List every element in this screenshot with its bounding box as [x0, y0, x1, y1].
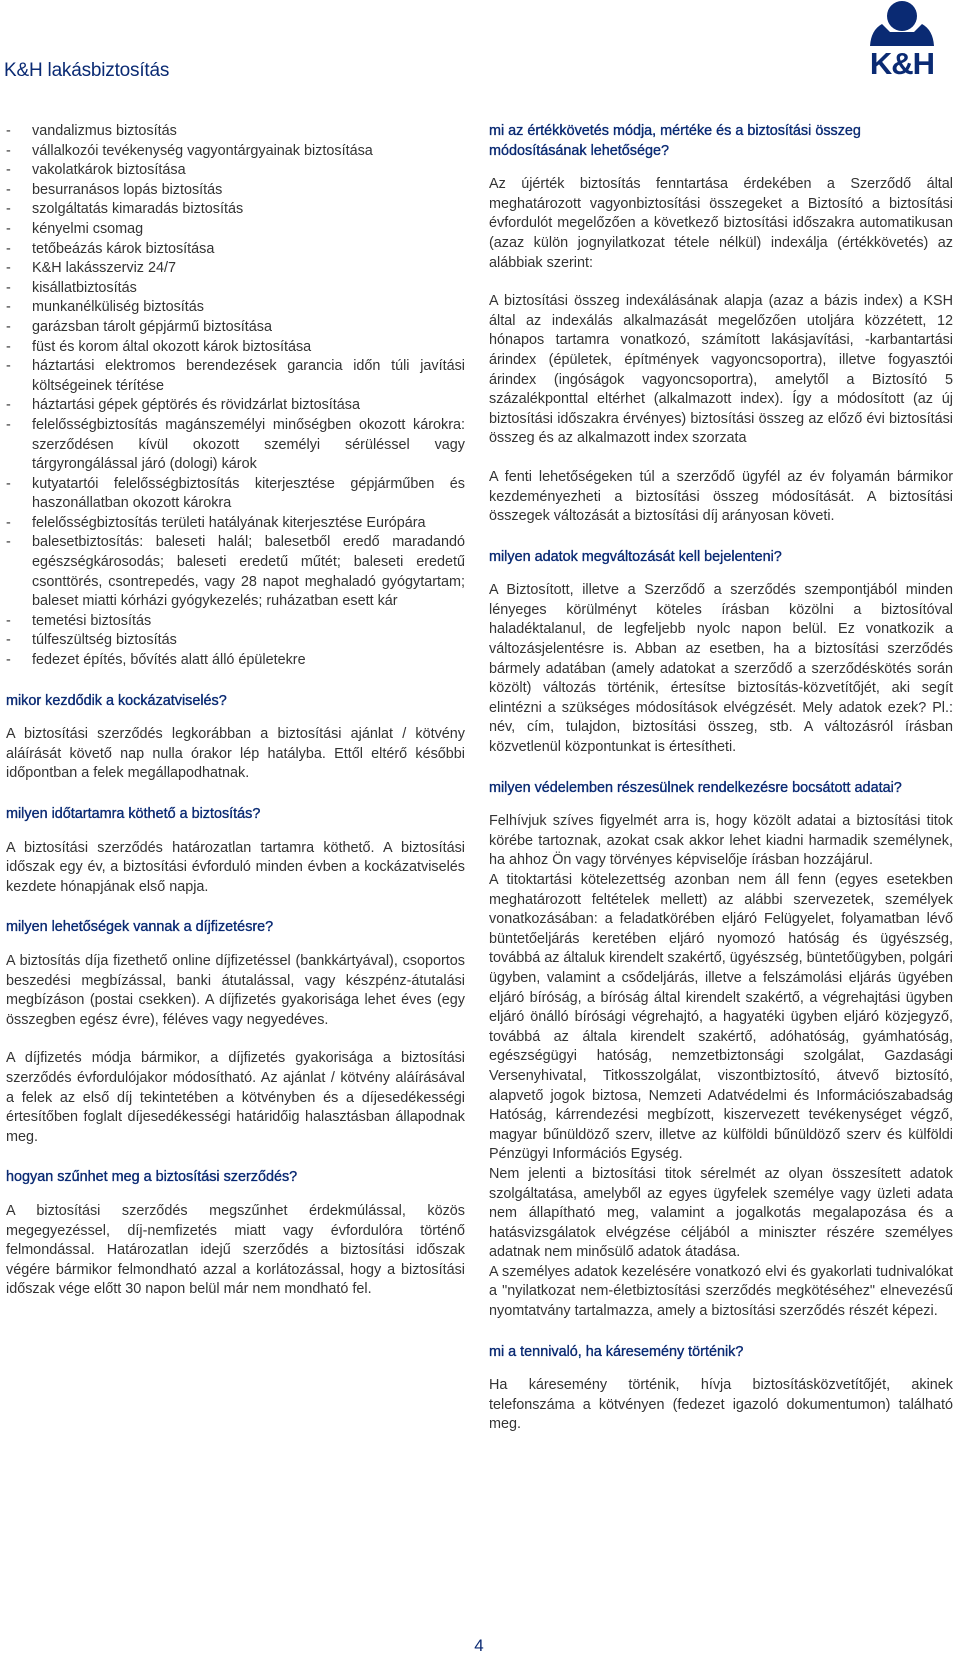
list-item: - kisállatbiztosítás	[32, 279, 465, 299]
list-item: - K&H lakásszerviz 24/7	[32, 259, 465, 279]
list-item: - balesetbiztosítás: baleseti halál; balesetből eredő maradandó egészségkárosodás; baleseti eredetű műtét; baleseti eredetű csonttörés, csontrepedés, vagy 28 napot meghaladó gyógytartam; baleset miatti kórházi gyógykezelés; ruházatban esett kár	[32, 533, 465, 611]
left-column	[6, 122, 465, 1300]
paragraph-indexation-change: A fenti lehetőségeken túl a szerződő ügyfél az év folyamán bármikor kezdeményezheti a biztosítási összeg módosítását. A biztosítási összegek változását a biztosítási díj arányosan követi.	[489, 468, 953, 525]
document-title: K&H lakásbiztosítás	[4, 60, 170, 81]
heading-termination: hogyan szűnhet meg a biztosítási szerződés?	[6, 1169, 298, 1186]
list-item: - kényelmi csomag	[32, 220, 465, 240]
list-item: - háztartási elektromos berendezések garancia időn túli javítási költségeinek térítése	[32, 357, 465, 396]
paragraph-termination: A biztosítási szerződés megszűnhet érdekmúlással, közös megegyezéssel, díj-nemfizetés miatt vagy évfordulóra történő felmondással. Határozatlan idejű szerződés a biztosítási időszak végére bármikor felmondható azzal a korlátozással, hogy a biztosítási időszak vége előtt 30 napon belül már nem mondható fel.	[6, 1202, 465, 1298]
paragraph-payment-options: A biztosítás díja fizethető online díjfizetéssel (bankkártyával), csoportos beszedési megbízással, banki átutalással, vagy készpénz-átutalási megbízáson (postai csekken). A díjfizetés gyakorisága lehet éves (egy összegben egész évre), féléves vagy negyedéves.	[6, 952, 465, 1028]
kh-logo	[850, 0, 954, 84]
list-item: - fedezet építés, bővítés alatt álló épületekre	[32, 651, 465, 671]
coverage-list	[6, 122, 465, 671]
right-column	[489, 122, 953, 1435]
list-item: - garázsban tárolt gépjármű biztosítása	[32, 318, 465, 338]
heading-payment: milyen lehetőségek vannak a díjfizetésre?	[6, 919, 274, 936]
heading-report-changes: milyen adatok megváltozását kell bejelenteni?	[489, 548, 782, 565]
list-item: - vandalizmus biztosítás	[32, 122, 465, 142]
heading-risk-start: mikor kezdődik a kockázatviselés?	[6, 692, 227, 709]
paragraph-risk-start: A biztosítási szerződés legkorábban a biztosítási ajánlat / kötvény aláírását követő nap nulla órakor lép hatályba. Ettől eltérő későbbi időpontban a felek megállapodhatnak.	[6, 726, 465, 782]
list-item: - háztartási gépek géptörés és rövidzárlat biztosítása	[32, 396, 465, 416]
paragraph-personal-data: A személyes adatok kezelésére vonatkozó elvi és gyakorlati tudnivalókat a "nyilatkozat nem-életbiztosítási szerződés megkötéséhez" elnevezésű nyomtatvány tartalmazza, amely a biztosítási szerződés részét képezi.	[489, 1263, 953, 1320]
list-item: - kutyatartói felelősségbiztosítás kiterjesztése gépjárműben és haszonállatban okozott károkra	[32, 475, 465, 514]
heading-duration: milyen időtartamra köthető a biztosítás?	[6, 806, 261, 822]
list-item: - vállalkozói tevékenység vagyontárgyainak biztosítása	[32, 142, 465, 162]
list-item: - vakolatkárok biztosítása	[32, 161, 465, 181]
paragraph-secrecy: Felhívjuk szíves figyelmét arra is, hogy közölt adatai a biztosítási titok körébe tartoznak, azokat csak akkor lehet kiadni harmadik személynek, ha ahhoz Ön vagy törvényes képviselője írásban hozzájárul.	[489, 813, 953, 869]
paragraph-aggregated-data: Nem jelenti a biztosítási titok sérelmét az olyan összesített adatok szolgáltatása, amelyből az egyes ügyfelek személye vagy üzleti adata nem állapítható meg, valamint a jogalkotás megalapozása és a hatásvizsgálatok elvégzése céljából a miniszter részére személyes adatnak nem minősülő adatok átadása.	[489, 1165, 953, 1261]
list-item: - besurranásos lopás biztosítás	[32, 181, 465, 201]
paragraph-report-changes: A Biztosított, illetve a Szerződő a szerződés szempontjából minden lényeges körülményt köteles írásban közölni a biztosítóval haladéktalanul, de legfeljebb nyolc napon belül. Ez vonatkozik a változásjelentésre is. Abban az esetben, ha a biztosítási szerződés bármely adatában (amely adatokat a szerződő a szerződéskötés során közölt) változás történik, értesítse biztosítás-közvetítőjét, aki segít elintézni a szükséges módosítások elvégzését. Mely adatok ezek? Pl.: név, cím, tulajdon, biztosítási összeg, stb. A változásról írásban közvetlenül központunkat is értesítheti.	[489, 582, 953, 756]
list-item: - munkanélküliség biztosítás	[32, 298, 465, 318]
list-item: - túlfeszültség biztosítás	[32, 631, 465, 651]
page-number: 4	[474, 1636, 484, 1655]
paragraph-claim: Ha káresemény történik, hívja biztosításközvetítőjét, akinek telefonszáma a kötvényen (fedezet igazoló dokumentumon) található meg.	[489, 1377, 953, 1433]
heading-indexation: mi az értékkövetés módja, mértéke és a biztosítási összeg módosításának lehetősége?	[489, 123, 861, 159]
list-item: - szolgáltatás kimaradás biztosítás	[32, 200, 465, 220]
paragraph-payment-change: A díjfizetés módja bármikor, a díjfizetés gyakorisága a biztosítási szerződés évfordulójakor módosítható. Az ajánlat / kötvény aláírásával a felek az első díj tekintetében a kötvényben és a díjesedékességi értesítőben foglalt díjesedékességi határidőig halasztásban állapodnak meg.	[6, 1050, 465, 1145]
paragraph-duration: A biztosítási szerződés határozatlan tartamra köthető. A biztosítási időszak egy év, a biztosítási évforduló minden évben a kockázatviselés kezdete hónapjának első napja.	[6, 839, 465, 895]
paragraph-indexation-intro: Az újérték biztosítás fenntartása érdekében a Szerződő által meghatározott vagyonbiztosítási összegeket a Biztosító a biztosítási évfordulót megelőzően a következő biztosítási időszakra automatikusan (azaz külön jognyilatkozat tétele nélkül) indexálja (értékkövetés) az alábbiak szerint:	[489, 176, 953, 271]
heading-data-protection: milyen védelemben részesülnek rendelkezésre bocsátott adatai?	[489, 779, 902, 796]
list-item: - tetőbeázás károk biztosítása	[32, 240, 465, 260]
list-item: - felelősségbiztosítás magánszemélyi minőségben okozott károkra: szerződésen kívül okozott személyi sérüléssel vagy tárgyrongálással járó (dologi) károk	[32, 416, 465, 475]
paragraph-secrecy-exceptions: A titoktartási kötelezettség azonban nem áll fenn (egyes esetekben meghatározott feltételek mellett) az alábbi szervezetek, személyek vonatkozásában: a feladatkörében eljáró Felügyelet, folyamatban lévő büntetőeljárás keretében eljáró nyomozó hatóság és ügyészség, továbbá az általuk kirendelt szakértő, ügyészség, büntetőügyben, polgári ügyben, valamint a csődeljárás, illetve a felszámolási eljárás ügyében eljáró bíróság, a bíróság által kirendelt szakértő, a végrehajtási ügyben eljáró önálló bírósági végrehajtó, a hagyatéki ügyben eljáró közjegyző, továbbá az általa kirendelt szakértő, adóhatóság, gyámhatóság, egészségügyi hatóság, nemzetbiztonsági szolgálat, Gazdasági Versenyhivatal, Titkosszolgálat, viszontbiztosító, átvevő biztosító, alapvető jogok biztosa, Nemzeti Adatvédelmi és Információszabadság Hatóság, kárrendezési megbízott, kiszervezett tevékenységet végző, magyar bűnüldöző szerv, illetve az külföldi bűnüldöző szerv és külföldi Pénzügyi Információs Egység.	[489, 872, 953, 1163]
list-item: - temetési biztosítás	[32, 612, 465, 632]
paragraph-indexation-basis: A biztosítási összeg indexálásának alapja (azaz a bázis index) a KSH által az indexálás alkalmazását megelőzően utoljára közzétett, 12 hónapos tartamra vonatkozó, számított lakásjavítási, -karbantartási árindex (épületek, építmények vagyoncsoportra), illetve fogyasztói árindex (ingóságok vagyoncsoportra), amelytől a Biztosító 5 százalékponttal eltérhet (alkalmazott index). Így a módosított (az új biztosítási időszakra érvényes) biztosítási összeg az előző évi biztosítási összeg és az alkalmazott index szorzata	[489, 293, 953, 447]
logo-text: K&H	[869, 46, 935, 81]
list-item: - felelősségbiztosítás területi hatályának kiterjesztése Európára	[32, 514, 465, 534]
heading-claim: mi a tennivaló, ha káresemény történik?	[489, 1343, 744, 1360]
list-item: - füst és korom által okozott károk biztosítása	[32, 338, 465, 358]
